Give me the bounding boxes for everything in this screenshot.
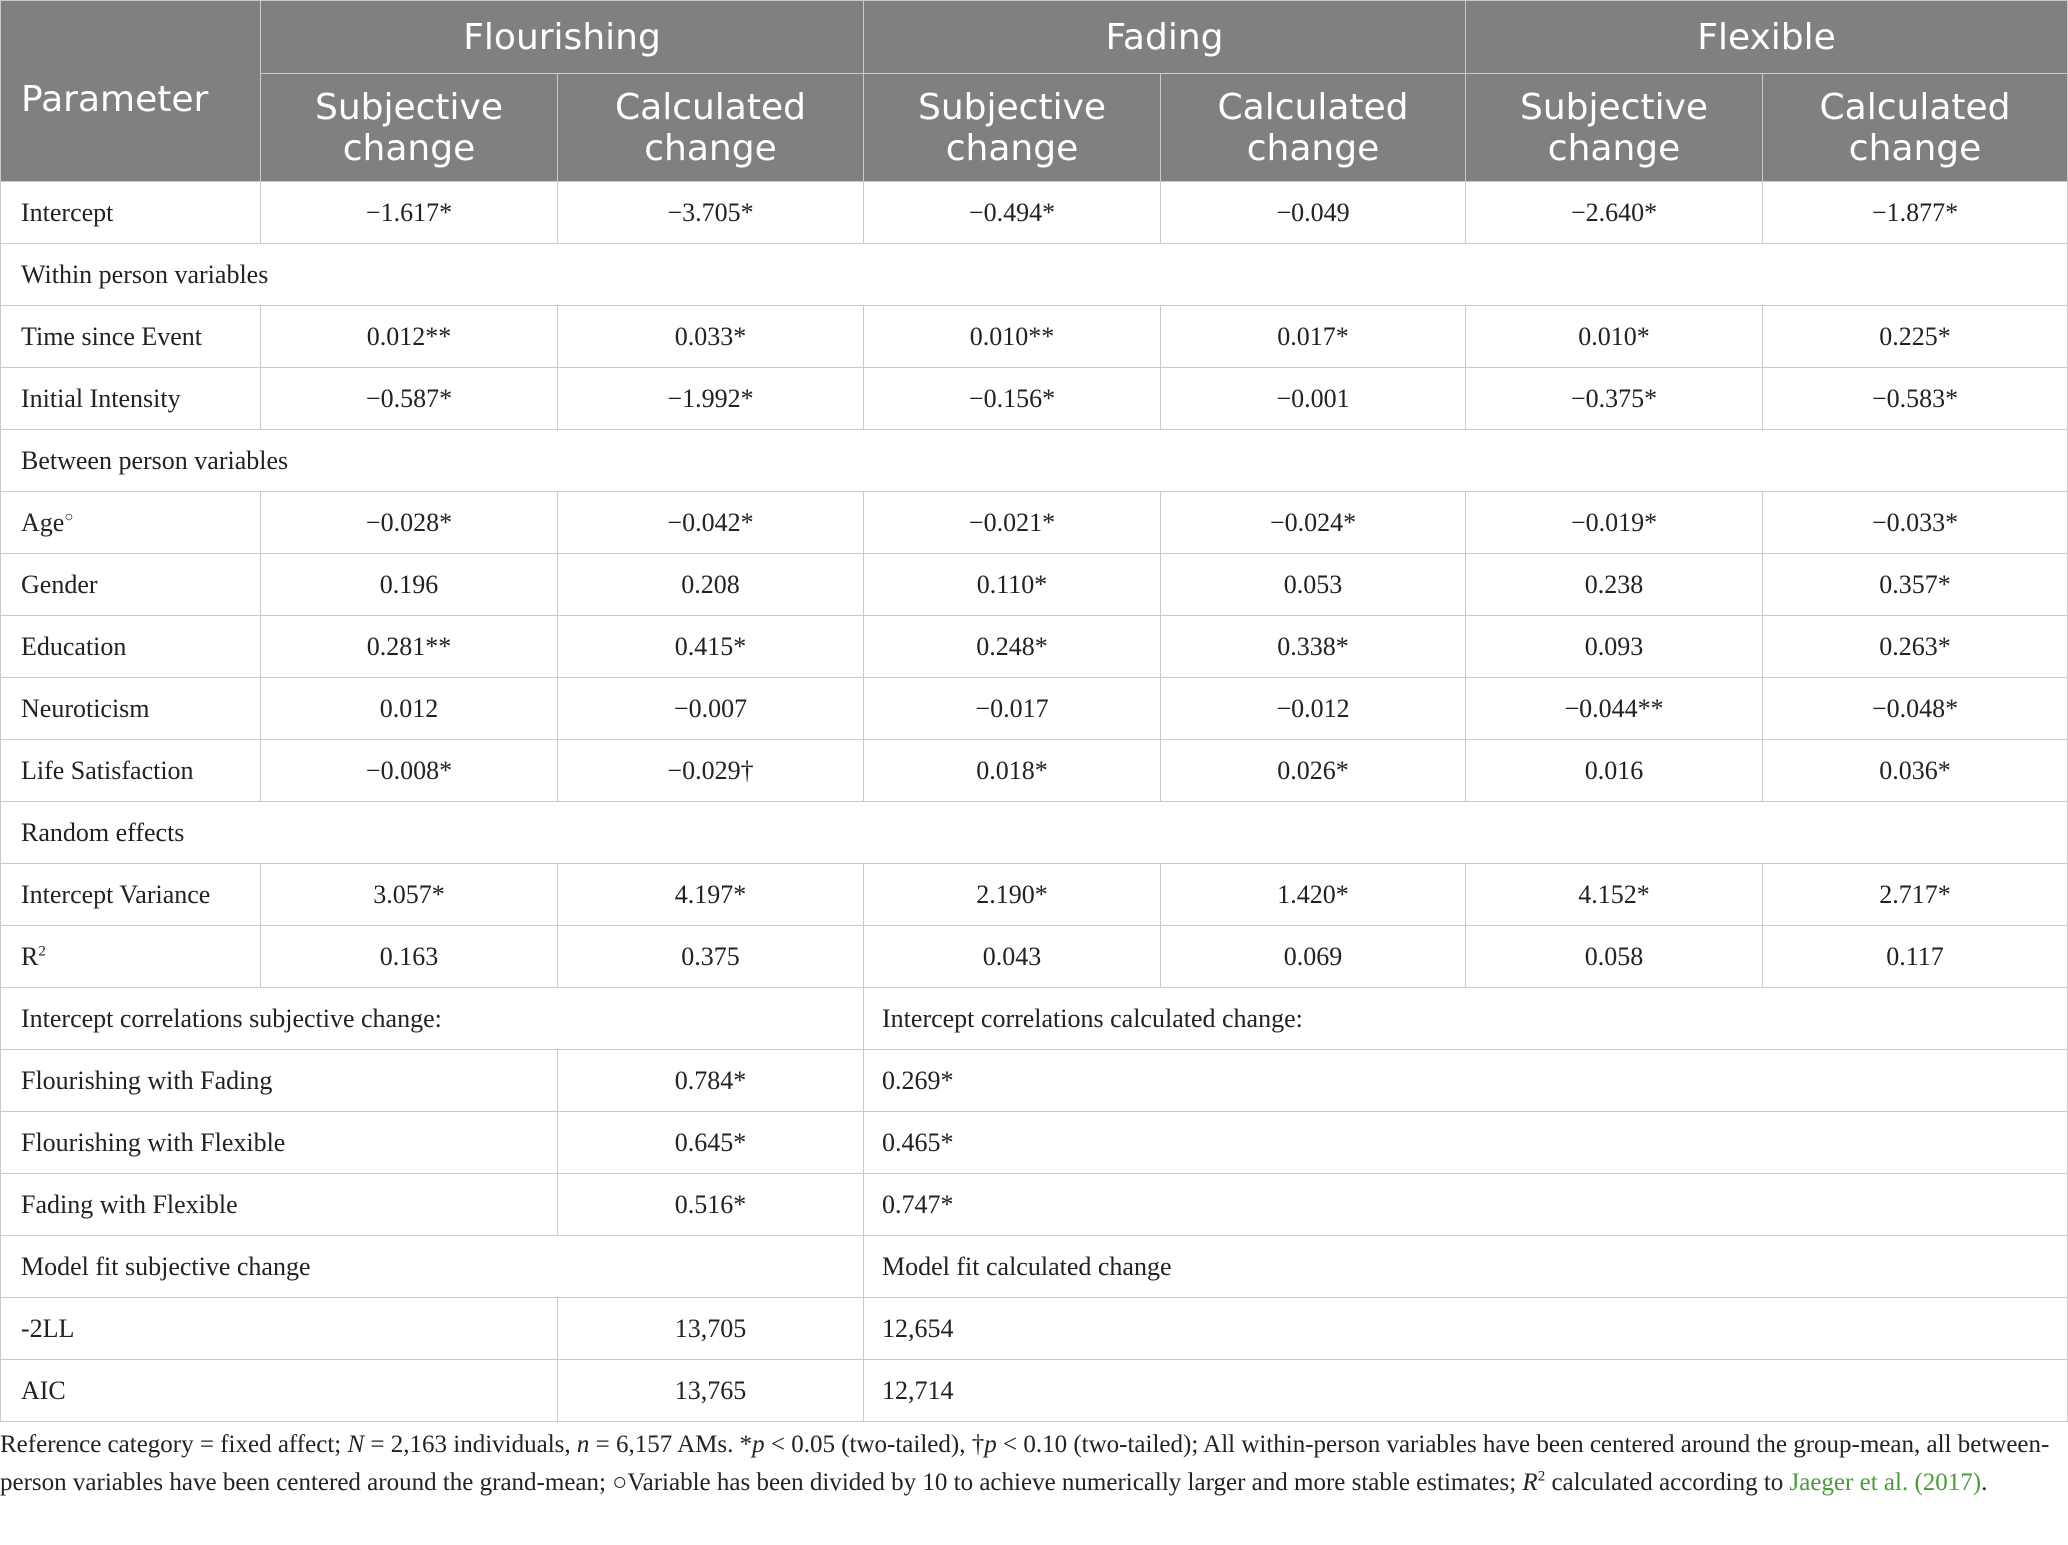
note-text: = 6,157 AMs. * [589,1431,753,1458]
row-intercept-variance [1,864,2068,926]
r2-label: R [21,941,39,971]
note-italic: p [752,1431,765,1458]
note-italic: n [576,1431,590,1458]
table-cell: 0.163 [261,926,558,988]
section-row-within [1,244,2068,306]
table-cell: 0.017* [1161,306,1466,368]
row-initial-intensity [1,368,2068,430]
row-label: Education [1,616,261,678]
table-cell: 0.093 [1466,616,1763,678]
note-text: = 2,163 individuals, [364,1431,577,1458]
note-sup: 2 [1537,1468,1546,1485]
table-cell: 0.248* [864,616,1161,678]
table-cell: −0.012 [1161,678,1466,740]
row-label: Life Satisfaction [1,740,261,802]
table-cell: 13,705 [558,1298,864,1360]
row-label: Gender [1,554,261,616]
group-header-flexible: Flexible [1466,1,2068,74]
table-footnote [0,1426,2060,1502]
table-cell: 0.747* [864,1174,2068,1236]
parameter-header: Parameter [1,1,261,182]
citation-link[interactable]: Jaeger et al. (2017) [1789,1469,1982,1496]
table-cell: 0.069 [1161,926,1466,988]
table-cell: −0.021* [864,492,1161,554]
correlations-title-row [1,988,2068,1050]
table-cell: −1.877* [1763,182,2068,244]
age-marker: ○ [64,508,74,525]
table-cell: −0.048* [1763,678,2068,740]
table-cell: 0.053 [1161,554,1466,616]
row-r2 [1,926,2068,988]
section-label: Between person variables [1,430,2068,492]
table-cell: −0.017 [864,678,1161,740]
table-cell: −0.494* [864,182,1161,244]
table-cell: 2.717* [1763,864,2068,926]
table-body [1,182,2068,1422]
table-cell: 0.225* [1763,306,2068,368]
note-marker: ○ [612,1469,628,1496]
table-cell: −0.583* [1763,368,2068,430]
table-cell: 0.338* [1161,616,1466,678]
table-cell: −0.156* [864,368,1161,430]
table-cell: 0.196 [261,554,558,616]
correlations-subjective-title: Intercept correlations subjective change: [1,988,864,1050]
table-cell: −0.587* [261,368,558,430]
row-label: Intercept Variance [1,864,261,926]
table-cell: 0.016 [1466,740,1763,802]
table-cell: −0.001 [1161,368,1466,430]
table-cell: 0.010* [1466,306,1763,368]
table-cell: 13,765 [558,1360,864,1422]
row-label: Flourishing with Flexible [1,1112,558,1174]
row-label: Neuroticism [1,678,261,740]
row-label [1,492,261,554]
table-cell: 0.465* [864,1112,2068,1174]
group-header-flourishing: Flourishing [261,1,864,74]
table-cell: 0.269* [864,1050,2068,1112]
table-cell: 0.026* [1161,740,1466,802]
table-cell: 0.784* [558,1050,864,1112]
table-cell: −0.375* [1466,368,1763,430]
table-cell: 0.117 [1763,926,2068,988]
table-cell: 0.238 [1466,554,1763,616]
note-text: . [1981,1469,1988,1496]
table-cell: −3.705* [558,182,864,244]
correlations-calculated-title: Intercept correlations calculated change: [864,988,2068,1050]
table-cell: −0.029† [558,740,864,802]
table-cell: −2.640* [1466,182,1763,244]
row-education [1,616,2068,678]
group-header-fading: Fading [864,1,1466,74]
table-cell: 0.516* [558,1174,864,1236]
correlation-row [1,1112,2068,1174]
subheader-subjective: Subjective change [864,74,1161,182]
row-label: Initial Intensity [1,368,261,430]
subheader-calculated: Calculated change [1161,74,1466,182]
section-row-between [1,430,2068,492]
table-cell: 0.263* [1763,616,2068,678]
correlation-row [1,1174,2068,1236]
table-cell: 0.058 [1466,926,1763,988]
correlation-row [1,1050,2068,1112]
table-cell: 0.357* [1763,554,2068,616]
model-fit-row [1,1360,2068,1422]
row-label: AIC [1,1360,558,1422]
note-text: < 0.05 (two-tailed), † [764,1431,985,1458]
age-label: Age [21,507,65,537]
r2-sup: 2 [38,942,46,959]
model-fit-row [1,1298,2068,1360]
row-label: -2LL [1,1298,558,1360]
table-cell: 0.012** [261,306,558,368]
note-text: Variable has been divided by 10 to achieve numerically larger and more stable estimates; [627,1469,1523,1496]
table-cell: −0.042* [558,492,864,554]
table-cell: 0.018* [864,740,1161,802]
table-cell: 0.012 [261,678,558,740]
row-label: Intercept [1,182,261,244]
table-cell: 0.043 [864,926,1161,988]
table-cell: 12,654 [864,1298,2068,1360]
note-italic: p [984,1431,997,1458]
table-cell: −0.028* [261,492,558,554]
row-time-since-event [1,306,2068,368]
table-cell: 0.645* [558,1112,864,1174]
table-cell: −0.008* [261,740,558,802]
row-label: Time since Event [1,306,261,368]
table-cell: 4.152* [1466,864,1763,926]
model-fit-subjective-title: Model fit subjective change [1,1236,864,1298]
subheader-subjective: Subjective change [261,74,558,182]
table-cell: −1.992* [558,368,864,430]
table-cell: −0.033* [1763,492,2068,554]
note-italic: R [1522,1469,1538,1496]
table-cell: 0.010** [864,306,1161,368]
table-cell: 1.420* [1161,864,1466,926]
table-cell: −0.024* [1161,492,1466,554]
table-cell: −1.617* [261,182,558,244]
row-gender [1,554,2068,616]
subheader-calculated: Calculated change [1763,74,2068,182]
model-fit-title-row [1,1236,2068,1298]
table-cell: 0.036* [1763,740,2068,802]
subheader-calculated: Calculated change [558,74,864,182]
table-cell: 4.197* [558,864,864,926]
row-neuroticism [1,678,2068,740]
table-cell: 0.375 [558,926,864,988]
row-label: Fading with Flexible [1,1174,558,1236]
table-cell: 0.033* [558,306,864,368]
note-italic: N [347,1431,365,1458]
section-row-random [1,802,2068,864]
row-label [1,926,261,988]
table-cell: −0.049 [1161,182,1466,244]
table-cell: 12,714 [864,1360,2068,1422]
note-text: Reference category = fixed affect; [0,1431,348,1458]
row-intercept [1,182,2068,244]
table-cell: 3.057* [261,864,558,926]
row-age [1,492,2068,554]
table-cell: 0.110* [864,554,1161,616]
note-text: calculated according to [1545,1469,1790,1496]
table-cell: 0.415* [558,616,864,678]
section-label: Within person variables [1,244,2068,306]
row-life-satisfaction [1,740,2068,802]
subheader-subjective: Subjective change [1466,74,1763,182]
note-text: < 0.10 (two-tailed); All within-person variables have been centered around the group-mean, all between-person variables have been centered around the grand-mean; [0,1431,2050,1496]
table-cell: 2.190* [864,864,1161,926]
table-cell: −0.007 [558,678,864,740]
table-cell: 0.281** [261,616,558,678]
table-header [1,1,2068,182]
section-label: Random effects [1,802,2068,864]
table-cell: −0.044** [1466,678,1763,740]
row-label: Flourishing with Fading [1,1050,558,1112]
table-cell: 0.208 [558,554,864,616]
table-cell: −0.019* [1466,492,1763,554]
model-fit-calculated-title: Model fit calculated change [864,1236,2068,1298]
